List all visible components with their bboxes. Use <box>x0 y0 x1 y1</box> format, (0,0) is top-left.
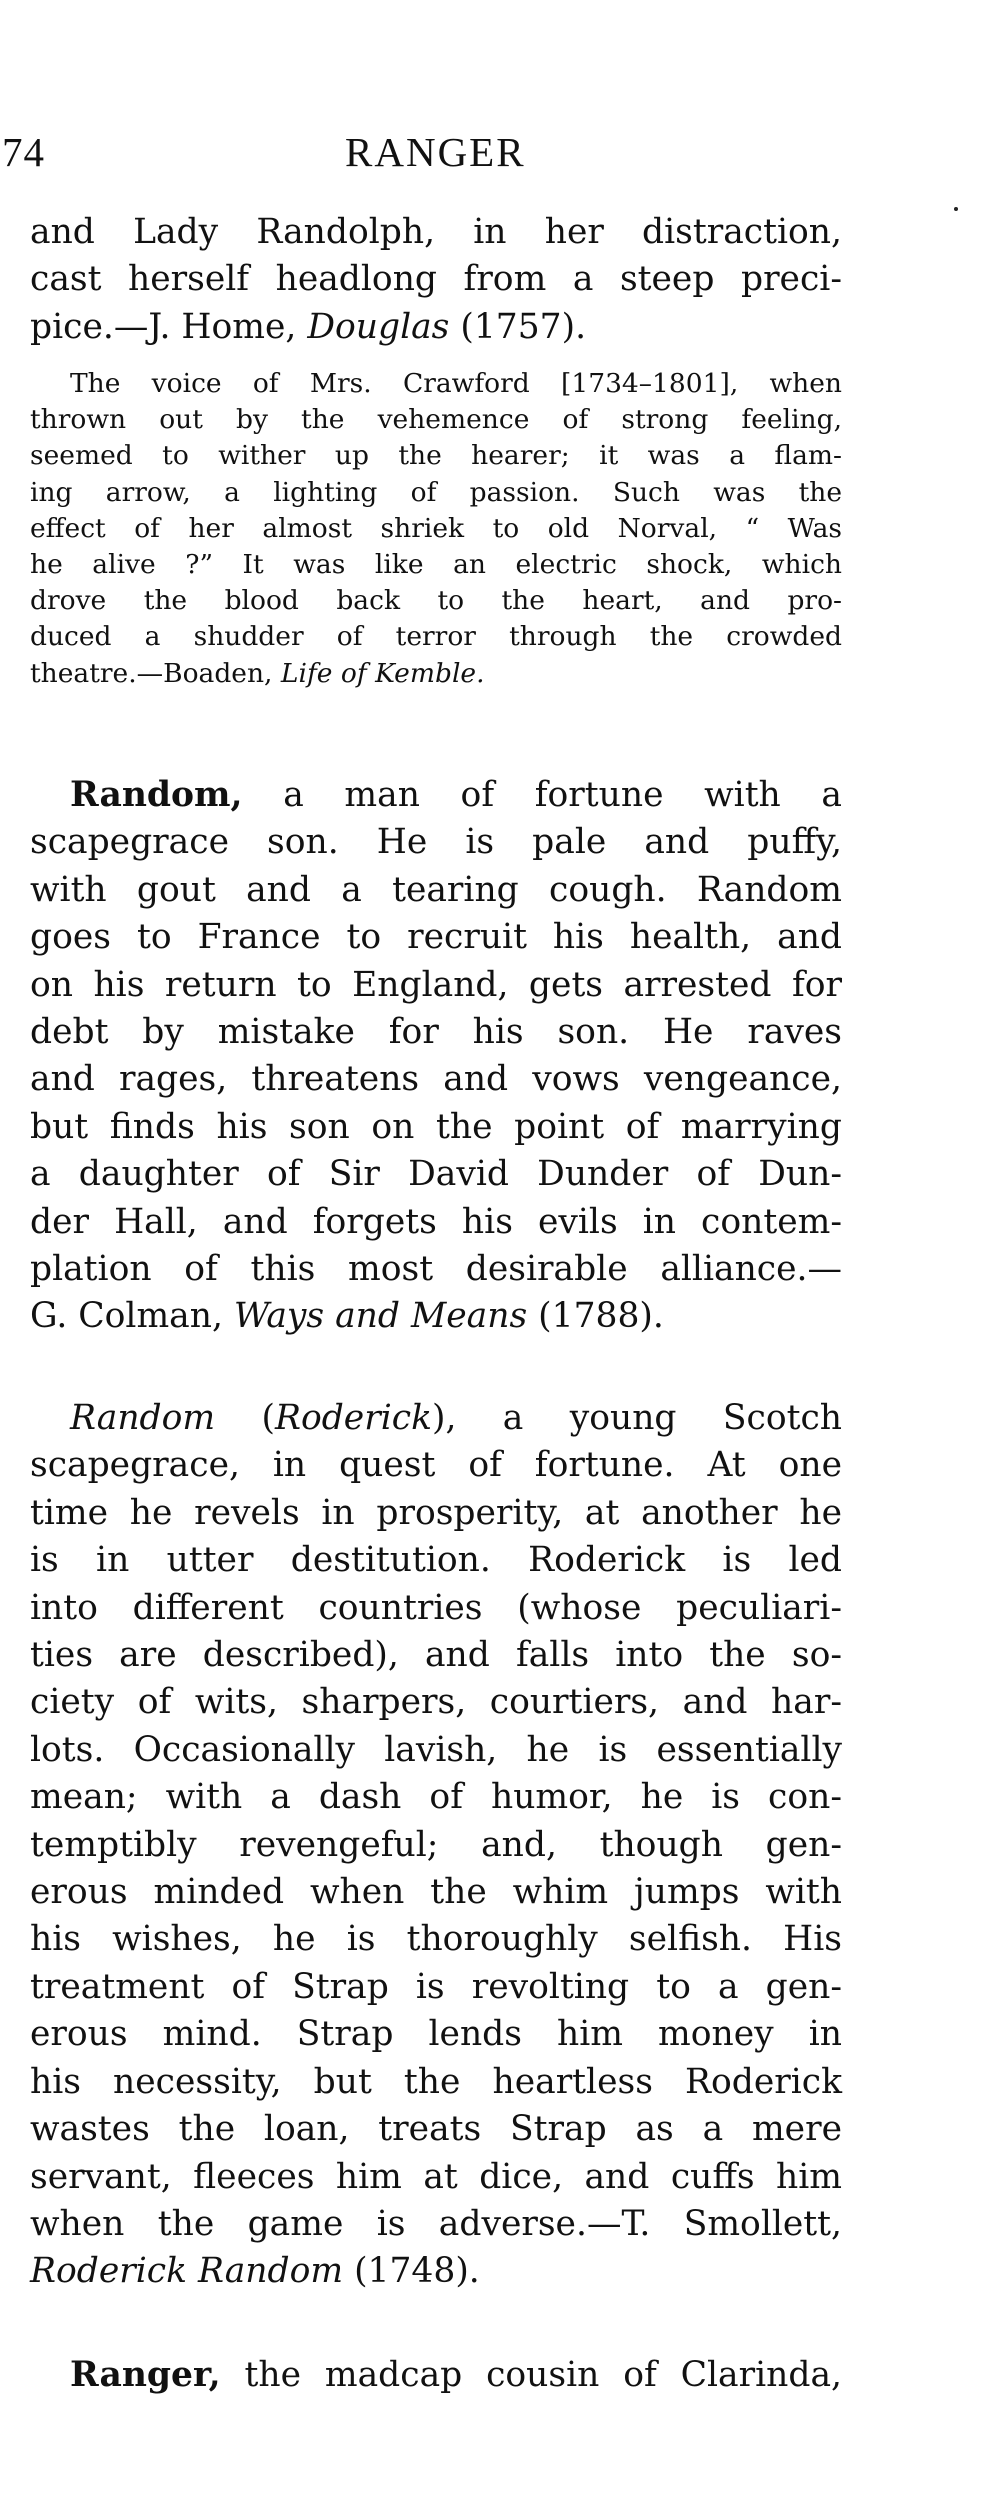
text-line: erous mind. Strap lends him money in <box>30 2014 842 2055</box>
text-line: is in utter destitution. Roderick is led <box>30 1540 842 1581</box>
quote-line: effect of her almost shriek to old Norval, “ Was <box>30 512 842 544</box>
headword: Random <box>70 1398 216 1438</box>
text-line: der Hall, and forgets his evils in contem- <box>30 1201 842 1242</box>
work-title: Ways and Means <box>233 1296 528 1337</box>
text-line: Random (Roderick), a young Scotch <box>70 1398 842 1438</box>
douglas-entry-end <box>30 209 842 351</box>
running-head: RANGER <box>345 129 526 175</box>
text-line: scapegrace, in quest of fortune. At one <box>30 1445 842 1486</box>
text-line: time he revels in prosperity, at another he <box>30 1492 842 1533</box>
text-line: treatment of Strap is revolting to a gen- <box>30 1966 842 2007</box>
quote-line: duced a shudder of terror through the crowded <box>30 621 842 653</box>
quote-line: thrown out by the vehemence of strong feeling, <box>30 404 842 436</box>
text-line: on his return to England, gets arrested for <box>30 964 842 1005</box>
crawford-quotation <box>30 366 842 692</box>
text-line: G. Colman, Ways and Means (1788). <box>30 1296 664 1337</box>
work-title: Roderick Random <box>30 2251 344 2292</box>
text-line: Random, a man of fortune with a <box>70 775 842 815</box>
text-line: lots. Occasionally lavish, he is essentially <box>30 1729 842 1770</box>
text-line: when the game is adverse.—T. Smollett, <box>30 2203 842 2244</box>
quote-line: seemed to wither up the hearer; it was a flam- <box>30 440 842 472</box>
headword: Random, <box>70 775 243 815</box>
text-line: plation of this most desirable alliance.— <box>30 1249 842 1290</box>
text-line: Roderick Random (1748). <box>30 2251 480 2292</box>
text-line: his necessity, but the heartless Roderick <box>30 2061 842 2102</box>
text-line: servant, fleeces him at dice, and cuffs him <box>30 2156 842 2197</box>
text-line: and Lady Randolph, in her distraction, <box>30 212 842 252</box>
text-line: cast herself headlong from a steep preci- <box>30 259 842 300</box>
quote-line: he alive ?” It was like an electric shock, which <box>30 549 842 581</box>
page-header <box>0 128 1000 188</box>
text-line: erous minded when the whim jumps with <box>30 1872 842 1913</box>
text-line: and rages, threatens and vows vengeance, <box>30 1059 842 1100</box>
text-line: ciety of wits, sharpers, courtiers, and har- <box>30 1682 842 1723</box>
work-title: Douglas <box>307 306 450 347</box>
text-line: ties are described), and falls into the so- <box>30 1635 842 1676</box>
text-line: but finds his son on the point of marrying <box>30 1106 842 1147</box>
text-line: a daughter of Sir David Dunder of Dun- <box>30 1154 842 1195</box>
quote-line: theatre.—Boaden, Life of Kemble. <box>30 657 485 689</box>
text-line: his wishes, he is thoroughly selfish. His <box>30 1919 842 1960</box>
quote-line: ing arrow, a lighting of passion. Such was the <box>30 476 842 508</box>
text-line: wastes the loan, treats Strap as a mere <box>30 2109 842 2150</box>
quote-line: drove the blood back to the heart, and pro- <box>30 585 842 617</box>
print-speck <box>954 207 958 211</box>
text-line: into different countries (whose peculiari- <box>30 1587 842 1628</box>
text-line: temptibly revengeful; and, though gen- <box>30 1824 842 1865</box>
text-line: debt by mistake for his son. He raves <box>30 1012 842 1053</box>
page-number: 74 <box>2 129 45 175</box>
text-line: scapegrace son. He is pale and puffy, <box>30 822 842 863</box>
text-line: with gout and a tearing cough. Random <box>30 869 842 910</box>
quote-line: The voice of Mrs. Crawford [1734–1801], when <box>70 368 842 399</box>
headword: Ranger, <box>70 2355 221 2395</box>
text-line: goes to France to recruit his health, and <box>30 917 842 958</box>
entry-ranger <box>30 2352 842 2399</box>
work-title: Life of Kemble. <box>280 657 485 689</box>
subname: Roderick <box>274 1398 432 1438</box>
entry-roderick-random <box>30 1395 842 2296</box>
entry-random <box>30 772 842 1341</box>
text-line: Ranger, the madcap cousin of Clarinda, <box>70 2355 842 2395</box>
text-line: mean; with a dash of humor, he is con- <box>30 1777 842 1818</box>
text-line: pice.—J. Home, Douglas (1757). <box>30 306 587 347</box>
